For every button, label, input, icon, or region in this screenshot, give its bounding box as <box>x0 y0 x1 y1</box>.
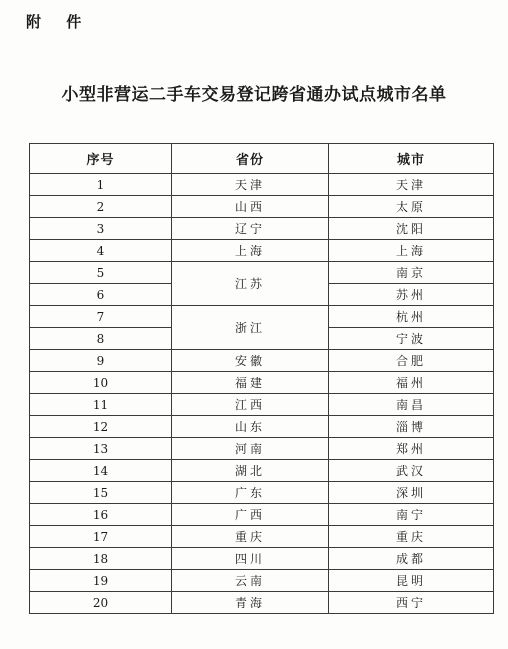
city-cell: 深圳 <box>329 482 494 504</box>
province-cell: 广东 <box>172 482 329 504</box>
seq-cell: 7 <box>30 306 172 328</box>
city-cell: 苏州 <box>329 284 494 306</box>
province-cell: 上海 <box>172 240 329 262</box>
table-row <box>30 526 494 548</box>
seq-cell: 2 <box>30 196 172 218</box>
city-cell: 南昌 <box>329 394 494 416</box>
province-cell: 江苏 <box>172 262 329 306</box>
table-row <box>30 570 494 592</box>
seq-cell: 12 <box>30 416 172 438</box>
table-row <box>30 372 494 394</box>
city-cell: 太原 <box>329 196 494 218</box>
city-cell: 昆明 <box>329 570 494 592</box>
table-row <box>30 438 494 460</box>
seq-cell: 17 <box>30 526 172 548</box>
city-cell: 合肥 <box>329 350 494 372</box>
province-cell: 四川 <box>172 548 329 570</box>
city-cell: 南京 <box>329 262 494 284</box>
table-row <box>30 218 494 240</box>
pilot-city-table <box>29 143 494 614</box>
table-row <box>30 482 494 504</box>
seq-cell: 15 <box>30 482 172 504</box>
seq-cell: 4 <box>30 240 172 262</box>
city-cell: 武汉 <box>329 460 494 482</box>
city-cell: 成都 <box>329 548 494 570</box>
table-header-row <box>30 144 494 174</box>
province-cell: 浙江 <box>172 306 329 350</box>
seq-cell: 6 <box>30 284 172 306</box>
province-cell: 广西 <box>172 504 329 526</box>
table-row <box>30 592 494 614</box>
seq-cell: 3 <box>30 218 172 240</box>
province-cell: 安徽 <box>172 350 329 372</box>
table-row <box>30 196 494 218</box>
document-title: 小型非营运二手车交易登记跨省通办试点城市名单 <box>61 85 447 105</box>
table-row <box>30 394 494 416</box>
seq-cell: 11 <box>30 394 172 416</box>
seq-cell: 14 <box>30 460 172 482</box>
table-row <box>30 548 494 570</box>
seq-cell: 18 <box>30 548 172 570</box>
seq-cell: 9 <box>30 350 172 372</box>
province-cell: 山西 <box>172 196 329 218</box>
province-cell: 云南 <box>172 570 329 592</box>
table-row <box>30 504 494 526</box>
city-cell: 杭州 <box>329 306 494 328</box>
province-cell: 山东 <box>172 416 329 438</box>
header-city: 城市 <box>329 144 494 174</box>
table-row <box>30 350 494 372</box>
city-cell: 南宁 <box>329 504 494 526</box>
table-row <box>30 416 494 438</box>
city-cell: 重庆 <box>329 526 494 548</box>
province-cell: 重庆 <box>172 526 329 548</box>
province-cell: 青海 <box>172 592 329 614</box>
seq-cell: 10 <box>30 372 172 394</box>
province-cell: 天津 <box>172 174 329 196</box>
table-row <box>30 460 494 482</box>
city-cell: 郑州 <box>329 438 494 460</box>
city-cell: 西宁 <box>329 592 494 614</box>
city-cell: 宁波 <box>329 328 494 350</box>
province-cell: 江西 <box>172 394 329 416</box>
table-row <box>30 240 494 262</box>
table-row <box>30 174 494 196</box>
annex-label: 附 件 <box>26 13 92 31</box>
province-cell: 湖北 <box>172 460 329 482</box>
seq-cell: 20 <box>30 592 172 614</box>
city-cell: 沈阳 <box>329 218 494 240</box>
header-seq: 序号 <box>30 144 172 174</box>
table-row <box>30 262 494 284</box>
seq-cell: 16 <box>30 504 172 526</box>
city-cell: 上海 <box>329 240 494 262</box>
header-province: 省份 <box>172 144 329 174</box>
city-cell: 天津 <box>329 174 494 196</box>
table-row <box>30 306 494 328</box>
seq-cell: 13 <box>30 438 172 460</box>
seq-cell: 1 <box>30 174 172 196</box>
province-cell: 辽宁 <box>172 218 329 240</box>
province-cell: 福建 <box>172 372 329 394</box>
city-cell: 福州 <box>329 372 494 394</box>
city-cell: 淄博 <box>329 416 494 438</box>
seq-cell: 19 <box>30 570 172 592</box>
seq-cell: 8 <box>30 328 172 350</box>
province-cell: 河南 <box>172 438 329 460</box>
seq-cell: 5 <box>30 262 172 284</box>
